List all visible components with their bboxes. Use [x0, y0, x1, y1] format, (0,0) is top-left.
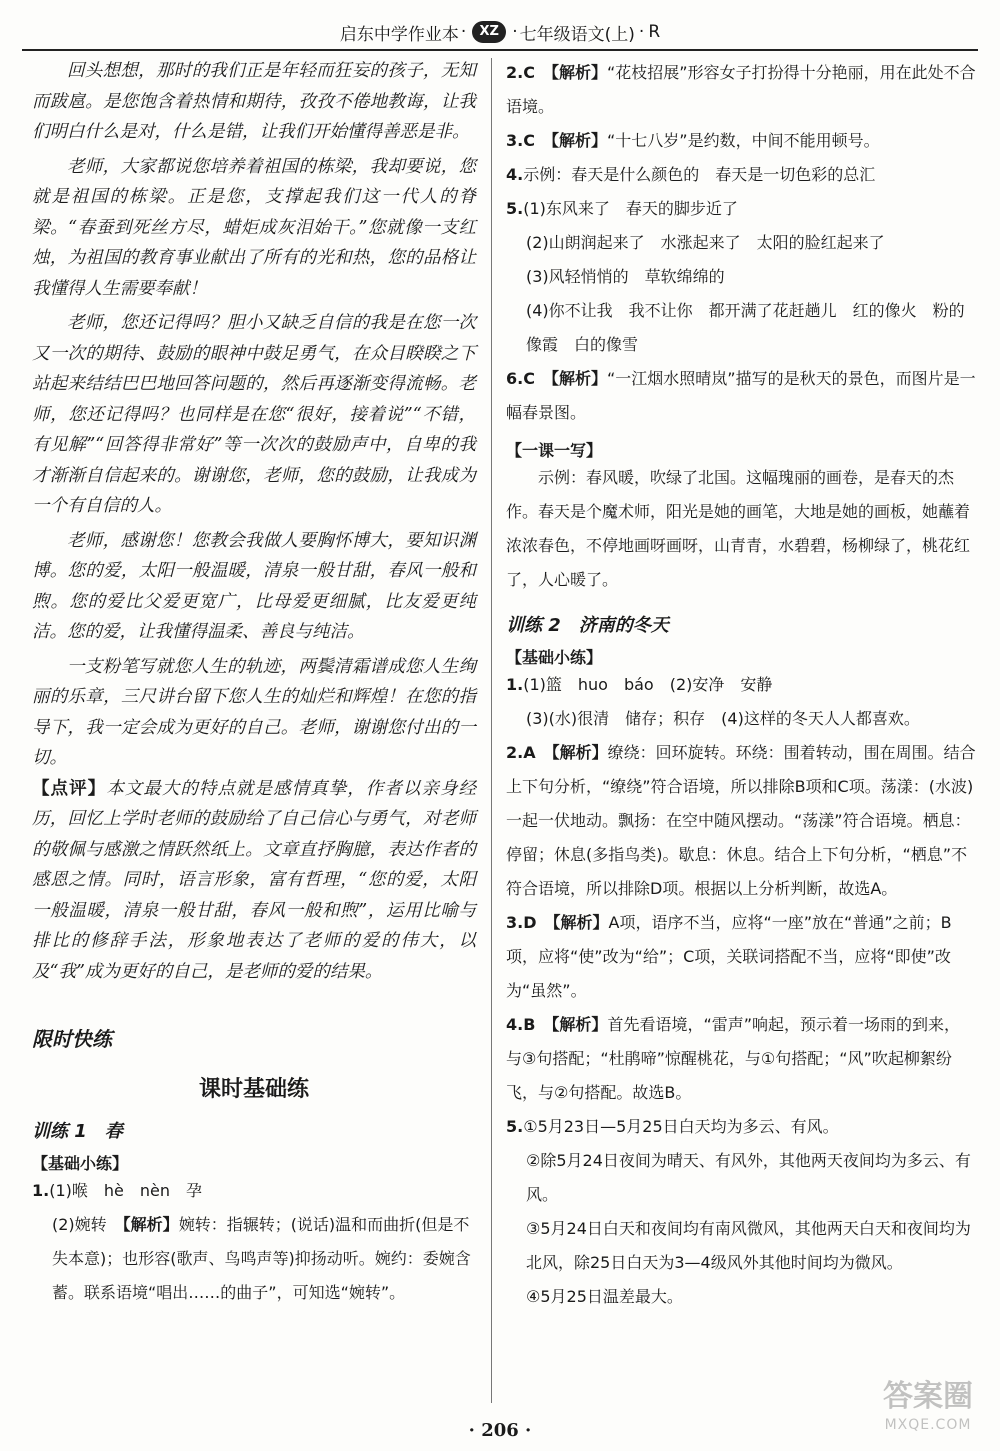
answer-item: 5.①5月23日—5月25日白天均为多云、有风。	[506, 1117, 839, 1136]
header-book-title: 启东中学作业本	[339, 24, 459, 45]
page-number: · 206 ·	[468, 1420, 532, 1441]
answer-item: 1.(1)喉 hè nèn 孕	[32, 1181, 202, 1200]
lesson-title: 训练 1 春	[32, 1121, 123, 1142]
subsection-label: 【基础小练】	[32, 1154, 129, 1173]
answer-item: 5.(1)东风来了 春天的脚步近了	[506, 199, 738, 218]
subsection-label: 【基础小练】	[506, 648, 603, 667]
right-column	[506, 56, 976, 1314]
answer-item: 6.C 【解析】“一江烟水照晴岚”描写的是秋天的景色，而图片是一幅春景图。	[506, 369, 976, 422]
answer-item: 3.D 【解析】A项，语序不当，应将“一座”放在“普通”之前；B项，应将“使”改为“给”；C项，关联词搭配不当，应将“即使”改为“虽然”。	[506, 913, 952, 1000]
header-edition: R	[648, 22, 661, 42]
page-header: 启东中学作业本 · XZ · 七年级语文(上) · R	[30, 14, 970, 50]
answer-item: 4.B 【解析】首先看语境，“雷声”响起，预示着一场雨的到来，与③句搭配；“杜鹃啼”惊醒桃花，与①句搭配；“风”吹起柳絮纷飞，与②句搭配。故选B。	[506, 1015, 961, 1102]
answer-item: ②除5月24日夜间为晴天、有风外，其他两天夜间均为多云、有风。	[526, 1151, 971, 1204]
header-subject: 七年级语文(上)	[519, 24, 635, 45]
answer-item: 4.示例：春天是什么颜色的 春天是一切色彩的总汇	[506, 165, 876, 184]
watermark-url: MXQE.COM	[884, 1417, 972, 1433]
answer-item: (3)(水)很清 储存；积存 (4)这样的冬天人人都喜欢。	[526, 709, 920, 728]
answer-item: (4)你不让我 我不让你 都开满了花赶趟儿 红的像火 粉的像霞 白的像雪	[526, 301, 965, 354]
answer-item: (2)山朗润起来了 水涨起来了 太阳的脸红起来了	[526, 233, 885, 252]
answer-item: 3.C 【解析】“十七八岁”是约数，中间不能用顿号。	[506, 131, 880, 150]
essay-paragraph: 回头想想，那时的我们正是年轻而狂妄的孩子，无知而跋扈。是您饱含着热情和期待，孜孜不倦地教诲，让我们明白什么是对，什么是错，让我们开始懂得善恶是非。	[32, 61, 476, 142]
answer-item: 1.(1)篮 huo báo (2)安净 安静	[506, 675, 773, 694]
practice-title: 课时基础练	[198, 1076, 309, 1102]
essay-paragraph: 一支粉笔写就您人生的轨迹，两鬓清霜谱成您人生绚丽的乐章，三尺讲台留下您人生的灿烂和辉煌！在您的指导下，我一定会成为更好的自己。老师，谢谢您付出的一切。	[32, 656, 476, 768]
writing-sample: 示例：春风暖，吹绿了北国。这幅瑰丽的画卷，是春天的杰作。春天是个魔术师，阳光是她的画笔，大地是她的画板，她蘸着浓浓春色，不停地画呀画呀，山青青，水碧碧，杨柳绿了，桃花红了，人心暖了。	[506, 468, 971, 589]
answer-item: ④5月25日温差最大。	[526, 1287, 683, 1306]
publisher-logo-icon: XZ	[472, 21, 506, 43]
answer-item: ③5月24日白天和夜间均有南风微风，其他两天白天和夜间均为北风，除25日白天为3—4级风外其他时间均为微风。	[526, 1219, 971, 1272]
answer-item: 2.A 【解析】缭绕：回环旋转。环绕：围着转动，围在周围。结合上下句分析，“缭绕”符合语境，所以排除B项和C项。荡漾：(水波)一起一伏地动。飘扬：在空中随风摆动。“荡漾”符合语境。栖息：停留；休息(多指鸟类)。歇息：休息。结合上下句分析，“栖息”不符合语境，所以排除D项。根据以上分析判断，故选A。	[506, 743, 976, 898]
left-column	[32, 56, 476, 1310]
essay-paragraph: 老师，大家都说您培养着祖国的栋梁，我却要说，您就是祖国的栋梁。正是您，支撑起我们这一代人的脊梁。“春蚕到死丝方尽，蜡炬成灰泪始干。”您就像一支红烛，为祖国的教育事业献出了所有的光和热，您的品格让我懂得人生需要奉献！	[32, 156, 476, 299]
essay-comment: 【点评】本文最大的特点就是感情真挚，作者以亲身经历，回忆上学时老师的鼓励给了自己信心与勇气，对老师的敬佩与感激之情跃然纸上。文章直抒胸臆，表达作者的感恩之情。同时，语言形象，富有哲理，“您的爱，太阳一般温暖，清泉一般甘甜，春风一般和煦”，运用比喻与排比的修辞手法，形象地表达了老师的爱的伟大，以及“我”成为更好的自己，是老师的爱的结果。	[32, 778, 477, 982]
watermark-logo	[864, 1378, 992, 1440]
section-title: 限时快练	[32, 1027, 112, 1051]
subsection-label: 【一课一写】	[506, 441, 603, 460]
essay-paragraph: 老师，您还记得吗？胆小又缺乏自信的我是在您一次又一次的期待、鼓励的眼神中鼓足勇气，在众目睽睽之下站起来结结巴巴地回答问题的，然后再逐渐变得流畅。老师，您还记得吗？也同样是在您“很好，接着说”“不错，有见解”“回答得非常好”等一次次的鼓励声中，自卑的我才渐渐自信起来的。谢谢您，老师，您的鼓励，让我成为一个有自信的人。	[32, 313, 476, 516]
answer-item: (3)风轻悄悄的 草软绵绵的	[526, 267, 725, 286]
answer-item: (2)婉转 【解析】婉转：指辗转；(说话)温和而曲折(但是不失本意)；也形容(歌声、鸟鸣声等)抑扬动听。婉约：委婉含蓄。联系语境“唱出……的曲子”，可知选“婉转”。	[52, 1215, 471, 1302]
lesson-title: 训练 2 济南的冬天	[506, 615, 669, 636]
watermark-text: 答案圈	[883, 1379, 973, 1414]
header-rule	[22, 49, 978, 51]
column-divider	[491, 58, 492, 1403]
answer-item: 2.C 【解析】“花枝招展”形容女子打扮得十分艳丽，用在此处不合语境。	[506, 63, 976, 116]
essay-paragraph: 老师，感谢您！您教会我做人要胸怀博大，要知识渊博。您的爱，太阳一般温暖，清泉一般甘甜，春风一般和煦。您的爱比父爱更宽广，比母爱更细腻，比友爱更纯洁。您的爱，让我懂得温柔、善良与纯洁。	[32, 530, 476, 642]
